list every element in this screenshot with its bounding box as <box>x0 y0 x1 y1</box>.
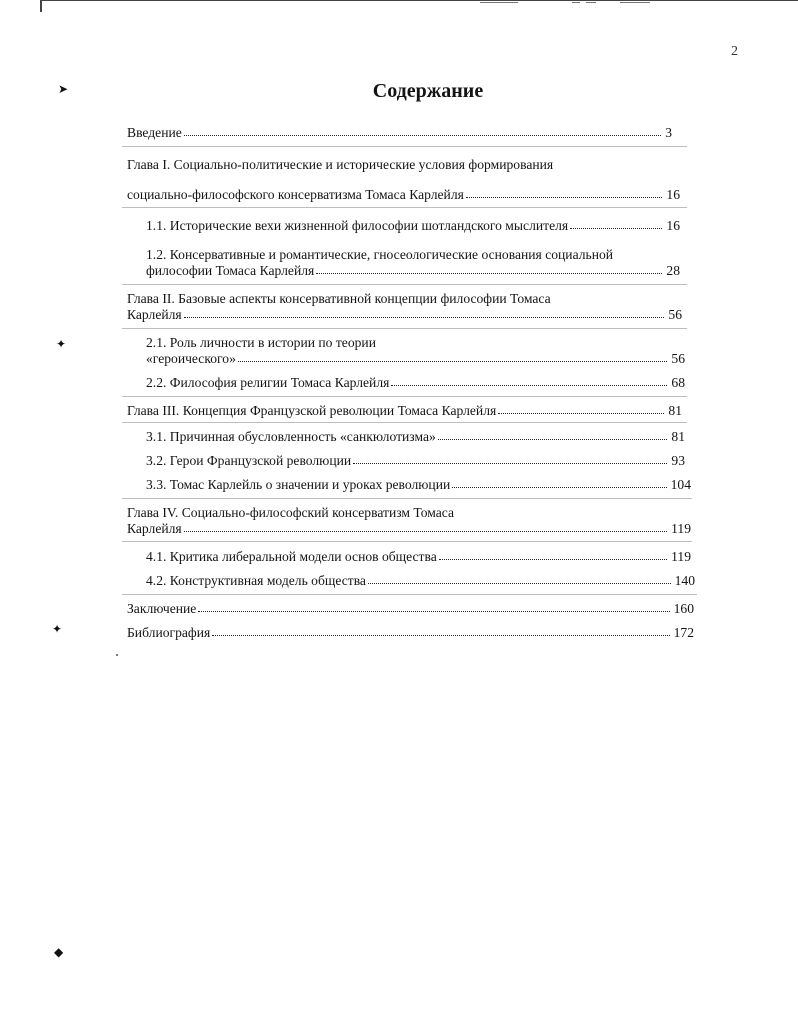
leader-dots <box>238 351 668 362</box>
section-divider <box>122 207 687 208</box>
leader-dots <box>570 218 662 229</box>
section-divider <box>122 541 692 542</box>
toc-page: 16 <box>666 218 680 233</box>
toc-entry-intro[interactable] <box>127 124 672 142</box>
toc-page: 172 <box>673 625 694 640</box>
toc-label: Заключение <box>127 601 197 616</box>
section-divider <box>122 146 687 147</box>
leader-dots <box>316 263 662 274</box>
toc-page: 3 <box>665 125 672 140</box>
leader-dots <box>452 477 666 488</box>
toc-label: 3.2. Герои Французской революции <box>146 453 352 468</box>
toc-page: 81 <box>668 403 682 418</box>
toc-page: 119 <box>671 521 691 536</box>
toc-entry-ch1-line1[interactable]: Глава I. Социально-политические и исторические условия формирования <box>127 157 554 172</box>
toc-page: 119 <box>671 549 691 564</box>
page-number: 2 <box>731 44 738 59</box>
toc-entry-ch4[interactable] <box>127 520 691 538</box>
binding-mark-icon: ✦ <box>52 622 63 636</box>
toc-page: 140 <box>674 573 695 588</box>
leader-dots <box>184 521 667 532</box>
leader-dots <box>353 453 667 464</box>
toc-entry-3-3[interactable] <box>146 476 691 494</box>
toc-label: философии Томаса Карлейля <box>146 263 315 278</box>
leader-dots <box>212 625 669 636</box>
toc-label: 1.1. Исторические вехи жизненной философии шотландского мыслителя <box>146 218 569 233</box>
toc-entry-bibliography[interactable] <box>127 624 694 642</box>
section-divider <box>122 422 687 423</box>
toc-entry-2-1[interactable] <box>146 350 685 368</box>
toc-entry-conclusion[interactable] <box>127 600 694 618</box>
toc-page: 56 <box>671 351 685 366</box>
leader-dots <box>198 601 669 612</box>
binding-mark-icon: ✦ <box>56 337 67 351</box>
leader-dots <box>466 187 663 198</box>
binding-mark-icon: ◆ <box>54 945 64 959</box>
toc-label: 3.3. Томас Карлейль о значении и уроках революции <box>146 477 451 492</box>
toc-label: «героического» <box>146 351 236 366</box>
toc-label: Глава III. Концепция Французской революции Томаса Карлейля <box>127 403 497 418</box>
toc-entry-1-2[interactable] <box>146 262 680 280</box>
toc-label: 4.2. Конструктивная модель общества <box>146 573 366 588</box>
toc-entry-2-1-line1[interactable]: 2.1. Роль личности в истории по теории <box>146 335 376 350</box>
leader-dots <box>391 375 667 386</box>
toc-entry-ch4-line1[interactable]: Глава IV. Социально-философский консерватизм Томаса <box>127 505 455 520</box>
toc-entry-ch3[interactable] <box>127 402 682 420</box>
toc-page: 81 <box>671 429 685 444</box>
toc-entry-ch2[interactable] <box>127 306 682 324</box>
toc-label: Карлейля <box>127 521 182 536</box>
toc-entry-3-1[interactable] <box>146 428 685 446</box>
leader-dots <box>439 549 667 560</box>
toc-entry-ch2-line1[interactable]: Глава II. Базовые аспекты консервативной концепции философии Томаса <box>127 291 551 306</box>
toc-entry-4-2[interactable] <box>146 572 695 590</box>
toc-label: 4.1. Критика либеральной модели основ общества <box>146 549 437 564</box>
leader-dots <box>368 573 671 584</box>
toc-entry-3-2[interactable] <box>146 452 685 470</box>
toc-label: социально-философского консерватизма Томаса Карлейля <box>127 187 464 202</box>
leader-dots <box>498 403 664 414</box>
section-divider <box>122 396 687 397</box>
toc-page: 28 <box>666 263 680 278</box>
section-divider <box>122 284 687 285</box>
page-title: Содержание <box>372 80 484 102</box>
toc-label: Карлейля <box>127 307 182 322</box>
toc-entry-1-2-line1[interactable]: 1.2. Консервативные и романтические, гносеологические основания социальной <box>146 247 614 262</box>
toc-entry-ch1[interactable] <box>127 186 680 204</box>
toc-page: 56 <box>668 307 682 322</box>
leader-dots <box>184 125 661 136</box>
binding-mark-icon: ➤ <box>58 82 69 96</box>
section-divider <box>122 328 687 329</box>
toc-entry-4-1[interactable] <box>146 548 691 566</box>
toc-page: 16 <box>666 187 680 202</box>
toc-page: 104 <box>670 477 691 492</box>
toc-page: 160 <box>673 601 694 616</box>
section-divider <box>122 594 697 595</box>
leader-dots <box>438 429 668 440</box>
leader-dots <box>184 307 665 318</box>
toc-label: Библиография <box>127 625 211 640</box>
toc-page: 93 <box>671 453 685 468</box>
toc-page: 68 <box>671 375 685 390</box>
toc-label: 2.2. Философия религии Томаса Карлейля <box>146 375 390 390</box>
toc-label: 3.1. Причинная обусловленность «санкюлотизма» <box>146 429 436 444</box>
section-divider <box>122 498 692 499</box>
toc-entry-2-2[interactable] <box>146 374 685 392</box>
toc-entry-1-1[interactable] <box>146 217 680 235</box>
toc-label: Введение <box>127 125 182 140</box>
